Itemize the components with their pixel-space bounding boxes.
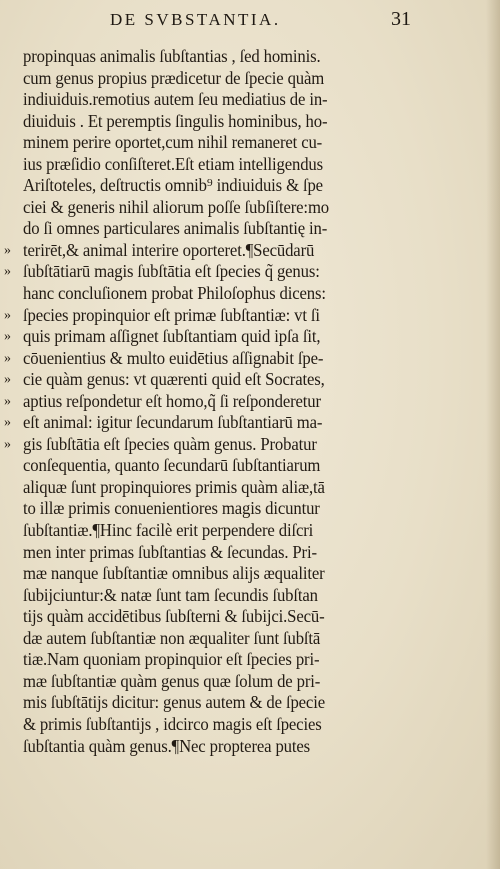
line-text: mæ ſubſtantiæ quàm genus quæ ſolum de pri-	[23, 670, 321, 691]
running-head: DE SVBSTANTIA.	[110, 10, 281, 29]
line-text: ſpecies propinquior eſt primæ ſubſtantiæ: vt ſi	[23, 304, 320, 325]
line-text: indiuiduis.remotius autem ſeu mediatius de in-	[23, 89, 328, 110]
line-text: ſubſtantiæ.¶Hinc facilè erit perpendere diſcri	[23, 520, 314, 541]
margin-marker: »	[4, 415, 11, 431]
margin-marker: »	[4, 436, 11, 452]
line-text: tiæ.Nam quoniam propinquior eſt ſpecies pri-	[23, 649, 320, 670]
text-line	[0, 391, 500, 413]
text-line	[0, 606, 500, 628]
text-line	[0, 563, 500, 585]
line-text: eſt animal: igitur ſecundarum ſubſtantiarū ma-	[23, 412, 323, 433]
line-text: dæ autem ſubſtantiæ non æqualiter ſunt ſubſtā	[23, 627, 321, 648]
line-text: cie quàm genus: vt quærenti quid eſt Socrates,	[23, 369, 325, 390]
line-text: ſubſtātiarū magis ſubſtātia eſt ſpecies q̃ genus:	[23, 261, 320, 282]
line-text: to illæ primis conuenientiores magis dicuntur	[23, 498, 320, 519]
text-line	[0, 197, 500, 219]
text-line	[0, 542, 500, 564]
text-line	[0, 736, 500, 758]
line-text: mis ſubſtātijs dicitur: genus autem & de ſpecie	[23, 692, 325, 713]
text-line	[0, 348, 500, 370]
line-text: men inter primas ſubſtantias & ſecundas. Pri-	[23, 541, 317, 562]
text-line	[0, 46, 500, 68]
text-line	[0, 305, 500, 327]
line-text: Ariſtoteles, deſtructis omnib⁹ indiuiduis & ſpe	[23, 175, 323, 196]
text-line	[0, 671, 500, 693]
margin-marker: »	[4, 329, 11, 345]
line-text: gis ſubſtātia eſt ſpecies quàm genus. Probatur	[23, 433, 317, 454]
text-line	[0, 68, 500, 90]
margin-marker: »	[4, 242, 11, 258]
text-line	[0, 175, 500, 197]
margin-marker: »	[4, 350, 11, 366]
text-line	[0, 261, 500, 283]
text-line	[0, 498, 500, 520]
line-text: mæ nanque ſubſtantiæ omnibus alijs æqualiter	[23, 563, 325, 584]
line-text: ſubijciuntur:& natæ ſunt tam ſecundis ſubſtan	[23, 584, 318, 605]
text-line	[0, 649, 500, 671]
line-text: cum genus propius prædicetur de ſpecie quàm	[23, 67, 325, 88]
text-line	[0, 585, 500, 607]
text-line	[0, 455, 500, 477]
text-line	[0, 283, 500, 305]
margin-marker: »	[4, 307, 11, 323]
line-text: tijs quàm accidētibus ſubſterni & ſubijci.Secū-	[23, 606, 325, 627]
text-line	[0, 412, 500, 434]
text-line	[0, 714, 500, 736]
line-text: hanc concluſionem probat Philoſophus dicens:	[23, 283, 326, 304]
line-text: cōuenientius & multo euidētius aſſignabit ſpe-	[23, 347, 324, 368]
line-text: & primis ſubſtantijs , idcirco magis eſt ſpecies	[23, 713, 322, 734]
text-line	[0, 520, 500, 542]
page-number: 31	[391, 8, 411, 30]
line-text: minem perire oportet,cum nihil remaneret cu-	[23, 132, 323, 153]
line-text: terirēt,& animal interire oporteret.¶Secūdarū	[23, 239, 315, 260]
text-line	[0, 434, 500, 456]
line-text: ius præſidio conſiſteret.Eſt etiam intelligendus	[23, 153, 324, 174]
text-line	[0, 369, 500, 391]
text-line	[0, 218, 500, 240]
text-line	[0, 154, 500, 176]
line-text: conſequentia, quanto ſecundarū ſubſtantiarum	[23, 455, 321, 476]
text-line	[0, 477, 500, 499]
text-line	[0, 692, 500, 714]
margin-marker: »	[4, 264, 11, 280]
margin-marker: »	[4, 372, 11, 388]
line-text: aptius reſpondetur eſt homo,q̃ ſi reſponderetur	[23, 390, 321, 411]
text-line	[0, 326, 500, 348]
line-text: quis primam aſſignet ſubſtantiam quid ipſa ſit,	[23, 326, 321, 347]
body-text	[0, 46, 500, 757]
line-text: aliquæ ſunt propinquiores primis quàm aliæ,tā	[23, 476, 325, 497]
line-text: do ſi omnes particulares animalis ſubſtantię in-	[23, 218, 328, 239]
line-text: diuiduis . Et peremptis ſingulis hominibus, ho-	[23, 110, 328, 131]
page-header	[0, 8, 500, 36]
text-line	[0, 89, 500, 111]
margin-marker: »	[4, 393, 11, 409]
line-text: propinquas animalis ſubſtantias , ſed hominis.	[23, 46, 321, 66]
line-text: ſubſtantia quàm genus.¶Nec propterea putes	[23, 735, 311, 756]
line-text: ciei & generis nihil aliorum poſſe ſubſiſtere:mo	[23, 196, 330, 217]
text-line	[0, 132, 500, 154]
text-line	[0, 628, 500, 650]
text-line	[0, 111, 500, 133]
text-line	[0, 240, 500, 262]
